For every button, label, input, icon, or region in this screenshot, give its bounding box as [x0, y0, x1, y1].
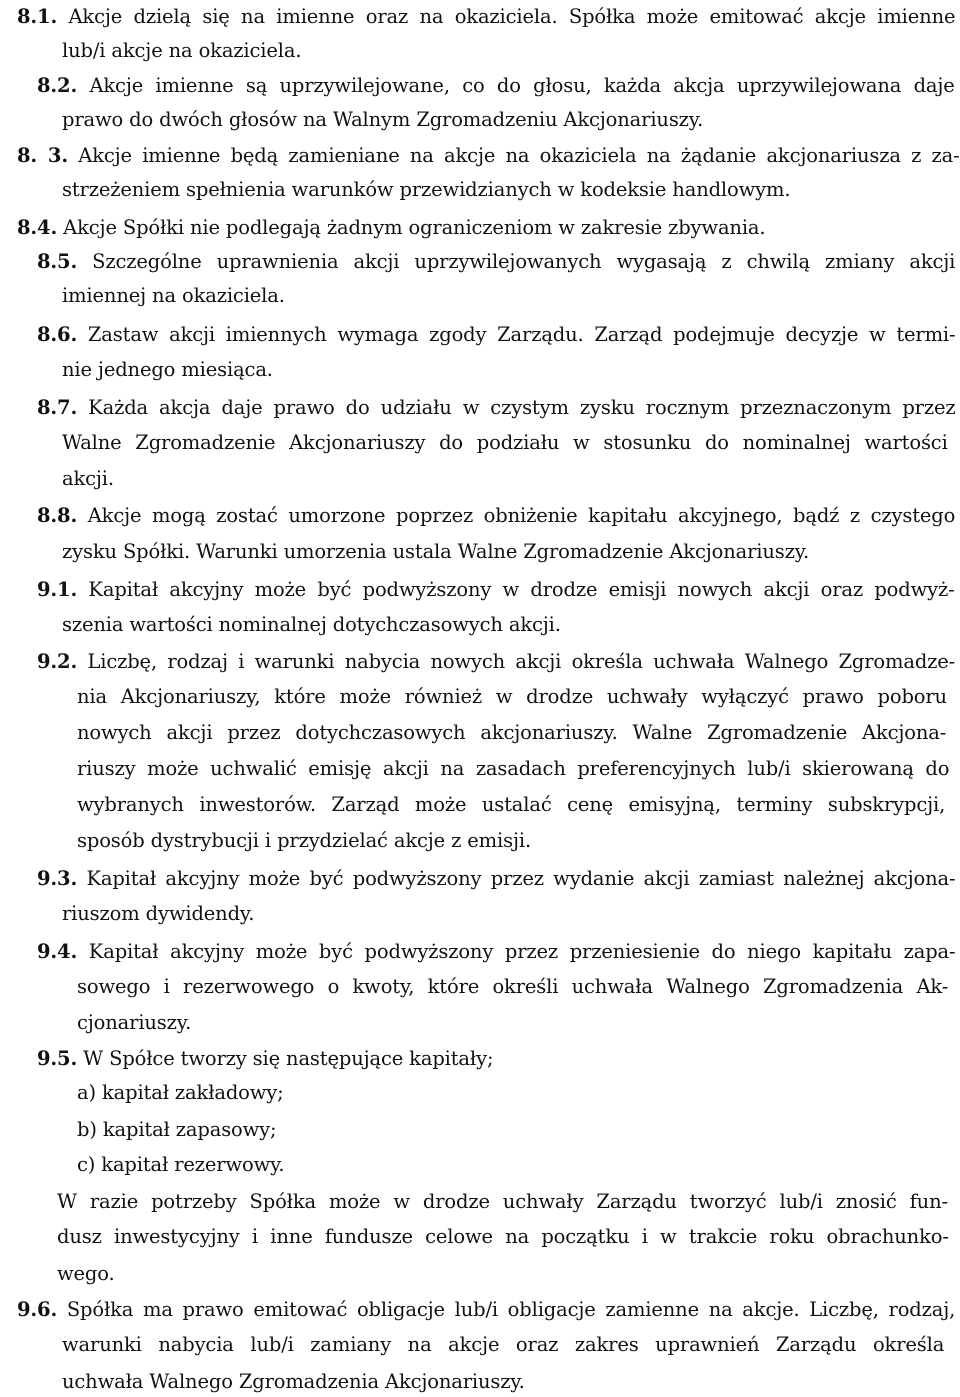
text-line [57, 1222, 949, 1252]
line-text: Walne Zgromadzenie Akcjonariuszy do podziału w stosunku do nominalnej wartości [62, 431, 948, 454]
text-line [17, 141, 960, 171]
text-line [17, 213, 765, 243]
text-line [62, 899, 254, 929]
text-line [37, 393, 955, 423]
section-number: 9.3. [37, 867, 78, 890]
text-line [37, 1044, 493, 1074]
text-line [37, 575, 955, 605]
text-line [77, 718, 946, 748]
section-number: 8.8. [37, 504, 78, 527]
line-text: imiennej na okaziciela. [62, 284, 285, 307]
section-number: 9.6. [17, 1298, 58, 1321]
line-text: W Spółce tworzy się następujące kapitały; [77, 1047, 494, 1070]
text-line [62, 105, 703, 135]
text-line [62, 1330, 944, 1360]
line-text: strzeżeniem spełnienia warunków przewidzianych w kodeksie handlowym. [62, 178, 791, 201]
line-text: Akcje Spółki nie podlegają żadnym ograniczeniom w zakresie zbywania. [57, 216, 766, 239]
section-number: 8.7. [37, 396, 78, 419]
section-number: 8.4. [17, 216, 58, 239]
text-line [62, 281, 285, 311]
text-line [37, 647, 955, 677]
text-line [77, 682, 947, 712]
text-line [37, 864, 955, 894]
line-text: Spółka ma prawo emitować obligacje lub/i obligacje zamienne na akcje. Liczbę, rodzaj, [57, 1298, 956, 1321]
line-text: riuszy może uchwalić emisję akcji na zasadach preferencyjnych lub/i skierowaną do [77, 757, 950, 780]
text-line [77, 790, 945, 820]
line-text: Zastaw akcji imiennych wymaga zgody Zarządu. Zarząd podejmuje decyzje w termi- [77, 323, 956, 346]
line-text: dusz inwestycyjny i inne fundusze celowe na początku i w trakcie roku obrachunko- [57, 1225, 949, 1248]
text-line [62, 36, 301, 66]
line-text: lub/i akcje na okaziciela. [62, 39, 302, 62]
text-line [62, 355, 273, 385]
line-text: Kapitał akcyjny może być podwyższony przez przeniesienie do niego kapitału zapa- [77, 940, 956, 963]
text-line [77, 1008, 191, 1038]
line-text: Szczególne uprawnienia akcji uprzywilejowanych wygasają z chwilą zmiany akcji [77, 250, 956, 273]
line-text: prawo do dwóch głosów na Walnym Zgromadzeniu Akcjonariuszy. [62, 108, 704, 131]
text-line [77, 754, 949, 784]
line-text: Akcje dzielą się na imienne oraz na okaziciela. Spółka może emitować akcje imienne [57, 5, 956, 28]
text-line [17, 2, 955, 32]
text-line [62, 537, 809, 567]
line-text: Kapitał akcyjny może być podwyższony w drodze emisji nowych akcji oraz podwyż- [77, 578, 955, 601]
text-line [77, 826, 531, 856]
text-line [77, 1115, 276, 1145]
line-text: zysku Spółki. Warunki umorzenia ustala Walne Zgromadzenie Akcjonariuszy. [62, 540, 810, 563]
text-line [37, 937, 955, 967]
text-line [77, 972, 948, 1002]
line-text: wego. [57, 1262, 115, 1285]
text-line [62, 464, 114, 494]
line-text: c) kapitał rezerwowy. [77, 1153, 285, 1176]
line-text: Akcje mogą zostać umorzone poprzez obniżenie kapitału akcyjnego, bądź z czystego [77, 504, 956, 527]
text-line [77, 1078, 284, 1108]
text-line [57, 1187, 948, 1217]
section-number: 9.2. [37, 650, 78, 673]
line-text: Akcje imienne będą zamieniane na akcje na okaziciela na żądanie akcjonariusza z za- [67, 144, 960, 167]
line-text: Każda akcja daje prawo do udziału w czystym zysku rocznym przeznaczonym przez [77, 396, 956, 419]
text-line [37, 71, 955, 101]
text-line [62, 428, 948, 458]
line-text: Kapitał akcyjny może być podwyższony przez wydanie akcji zamiast należnej akcjona- [77, 867, 956, 890]
text-line [37, 320, 955, 350]
line-text: b) kapitał zapasowy; [77, 1118, 277, 1141]
line-text: wybranych inwestorów. Zarząd może ustalać cenę emisyjną, terminy subskrypcji, [77, 793, 946, 816]
section-number: 9.5. [37, 1047, 78, 1070]
section-number: 8.6. [37, 323, 78, 346]
line-text: nowych akcji przez dotychczasowych akcjonariuszy. Walne Zgromadzenie Akcjona- [77, 721, 947, 744]
line-text: W razie potrzeby Spółka może w drodze uchwały Zarządu tworzyć lub/i znosić fun- [57, 1190, 948, 1213]
section-number: 8.2. [37, 74, 78, 97]
line-text: sowego i rezerwowego o kwoty, które określi uchwała Walnego Zgromadzenia Ak- [77, 975, 949, 998]
line-text: szenia wartości nominalnej dotychczasowych akcji. [62, 613, 561, 636]
text-line [37, 247, 955, 277]
section-number: 8.5. [37, 250, 78, 273]
line-text: warunki nabycia lub/i zamiany na akcje oraz zakres uprawnień Zarządu określa [62, 1333, 945, 1356]
text-line [57, 1259, 115, 1289]
line-text: nie jednego miesiąca. [62, 358, 273, 381]
line-text: akcji. [62, 467, 114, 490]
text-line [37, 501, 955, 531]
section-number: 9.1. [37, 578, 78, 601]
line-text: uchwała Walnego Zgromadzenia Akcjonariuszy. [62, 1370, 525, 1393]
line-text: Akcje imienne są uprzywilejowane, co do głosu, każda akcja uprzywilejowana daje [77, 74, 955, 97]
line-text: a) kapitał zakładowy; [77, 1081, 284, 1104]
text-line [17, 1295, 955, 1325]
text-line [62, 610, 561, 640]
text-line [62, 1367, 525, 1397]
section-number: 9.4. [37, 940, 78, 963]
line-text: Liczbę, rodzaj i warunki nabycia nowych akcji określa uchwała Walnego Zgromadze- [77, 650, 956, 673]
line-text: nia Akcjonariuszy, które może również w drodze uchwały wyłączyć prawo poboru [77, 685, 947, 708]
text-line [62, 175, 790, 205]
line-text: sposób dystrybucji i przydzielać akcje z emisji. [77, 829, 532, 852]
line-text: riuszom dywidendy. [62, 902, 255, 925]
section-number: 8. 3. [17, 144, 68, 167]
text-line [77, 1150, 284, 1180]
section-number: 8.1. [17, 5, 58, 28]
line-text: cjonariuszy. [77, 1011, 192, 1034]
